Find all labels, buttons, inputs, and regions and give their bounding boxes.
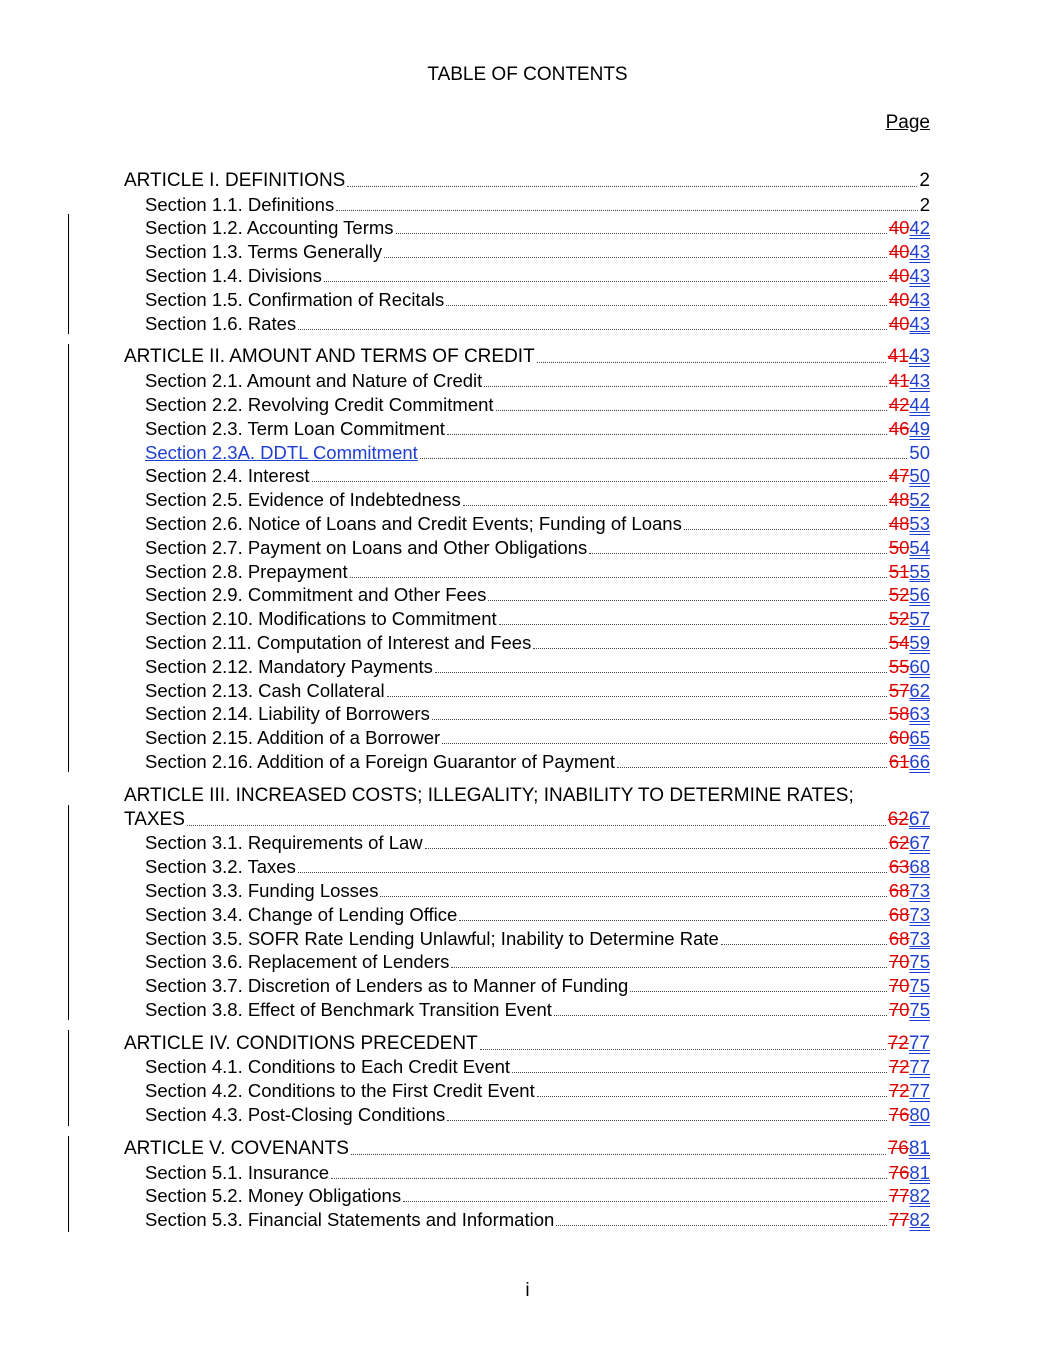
toc-section-row[interactable]: [124, 606, 930, 630]
dot-leader: [589, 553, 887, 554]
inserted-page-number: 43: [909, 312, 930, 334]
toc-section-row[interactable]: [124, 416, 930, 440]
toc-section-row[interactable]: [124, 878, 930, 902]
dot-leader: [499, 624, 887, 625]
deleted-page-number: 68: [888, 927, 910, 949]
toc-page-number[interactable]: 2: [919, 193, 930, 215]
toc-entry-label[interactable]: Section 2.10. Modifications to Commitment: [145, 608, 497, 630]
deleted-page-number: 50: [888, 536, 910, 558]
toc-section-row[interactable]: [124, 1055, 930, 1079]
toc-section-row[interactable]: [124, 973, 930, 997]
inserted-page-number: 43: [909, 241, 930, 263]
deleted-page-number: 70: [888, 998, 910, 1020]
inserted-page-number: 67: [908, 808, 930, 830]
toc-section-row[interactable]: [124, 854, 930, 878]
toc-section-row[interactable]: [124, 654, 930, 678]
dot-leader: [336, 210, 917, 211]
toc-section-row[interactable]: [124, 1160, 930, 1184]
deleted-page-number: 47: [888, 465, 910, 487]
dot-leader: [380, 896, 886, 897]
deleted-page-number: 41: [887, 346, 909, 368]
deleted-page-number: 51: [888, 560, 910, 582]
inserted-page-number: 53: [909, 512, 930, 534]
deleted-page-number: 40: [888, 312, 910, 334]
toc-entry-label[interactable]: Section 1.1. Definitions: [145, 193, 335, 215]
deleted-page-number: 40: [888, 217, 910, 239]
inserted-page-number: 44: [909, 393, 930, 415]
dot-leader: [420, 458, 908, 459]
toc-section-row[interactable]: [124, 678, 930, 702]
toc-section-row[interactable]: [124, 725, 930, 749]
dot-leader: [298, 329, 887, 330]
dot-leader: [537, 362, 886, 363]
deleted-page-number: 52: [888, 608, 910, 630]
inserted-page-number: 77: [909, 1056, 930, 1078]
toc-entry-label[interactable]: Section 2.9. Commitment and Other Fees: [145, 584, 487, 606]
toc-section-row[interactable]: [124, 997, 930, 1021]
toc-section-row[interactable]: [124, 831, 930, 855]
dot-leader: [533, 648, 887, 649]
deleted-page-number: 52: [888, 584, 910, 606]
dot-leader: [350, 577, 887, 578]
deleted-page-number: 58: [888, 703, 910, 725]
toc-article-heading-line: [124, 783, 930, 807]
toc-entry-label[interactable]: Section 5.1. Insurance: [145, 1161, 330, 1183]
toc-entry-label[interactable]: Section 4.2. Conditions to the First Credit Event: [145, 1080, 535, 1102]
toc-page-number[interactable]: [889, 1209, 930, 1231]
toc-section-row[interactable]: [124, 392, 930, 416]
toc-page-number[interactable]: [888, 346, 930, 368]
toc-page-number[interactable]: [889, 265, 930, 287]
toc-entry-label[interactable]: Section 4.3. Post-Closing Conditions: [145, 1104, 446, 1126]
toc-entry-label[interactable]: Section 2.16. Addition of a Foreign Guarantor of Payment: [145, 750, 615, 772]
revision-change-bar: [68, 1136, 69, 1232]
toc-page-number[interactable]: [888, 1033, 930, 1055]
toc-section-row[interactable]: [124, 464, 930, 488]
dot-leader: [384, 257, 887, 258]
toc-page-number[interactable]: [889, 1056, 930, 1078]
toc-entry-label[interactable]: ARTICLE II. AMOUNT AND TERMS OF CREDIT: [124, 346, 535, 368]
toc-entry-label[interactable]: Section 2.7. Payment on Loans and Other Obligations: [145, 536, 588, 558]
toc-page-number[interactable]: [889, 608, 930, 630]
inserted-page-number: 65: [909, 727, 930, 749]
dot-leader: [556, 1225, 887, 1226]
toc-section-row[interactable]: [124, 1078, 930, 1102]
dot-leader: [537, 1096, 887, 1097]
toc-entry-label[interactable]: Section 2.15. Addition of a Borrower: [145, 727, 441, 749]
toc-entry-label[interactable]: Section 3.3. Funding Losses: [145, 879, 379, 901]
toc-section-row[interactable]: [124, 902, 930, 926]
toc-section-row[interactable]: [124, 559, 930, 583]
toc-page-number[interactable]: [889, 951, 930, 973]
dot-leader: [312, 481, 887, 482]
inserted-page-number: 73: [909, 879, 930, 901]
inserted-page-number: 52: [909, 489, 930, 511]
dot-leader: [298, 872, 887, 873]
toc-page-number[interactable]: [889, 703, 930, 725]
toc-section-row[interactable]: [124, 1184, 930, 1208]
toc-page-number[interactable]: [889, 632, 930, 654]
inserted-page-number: 54: [909, 536, 930, 558]
dot-leader: [684, 529, 887, 530]
toc-section-row[interactable]: [124, 702, 930, 726]
deleted-page-number: 41: [888, 370, 910, 392]
inserted-page-number: 43: [909, 288, 930, 310]
dot-leader: [347, 186, 917, 187]
dot-leader: [451, 967, 886, 968]
deleted-page-number: 70: [888, 951, 910, 973]
dot-leader: [447, 434, 887, 435]
dot-leader: [554, 1015, 887, 1016]
toc-page-number[interactable]: [889, 418, 930, 440]
dot-leader: [447, 1120, 887, 1121]
toc-entry-label[interactable]: Section 3.6. Replacement of Lenders: [145, 951, 450, 973]
toc-entry-label[interactable]: Section 3.1. Requirements of Law: [145, 832, 423, 854]
toc-entry-label[interactable]: Section 5.3. Financial Statements and Information: [145, 1209, 555, 1231]
toc-page-number[interactable]: [889, 513, 930, 535]
toc-section-row[interactable]: [124, 1102, 930, 1126]
toc-entry-label[interactable]: Section 4.1. Conditions to Each Credit Event: [145, 1056, 511, 1078]
toc-page-number[interactable]: [889, 584, 930, 606]
deleted-page-number: 70: [888, 975, 910, 997]
toc-section-row[interactable]: [124, 511, 930, 535]
dot-leader: [512, 1072, 887, 1073]
dot-leader: [425, 848, 887, 849]
toc-entry-label[interactable]: Section 1.6. Rates: [145, 312, 297, 334]
toc-page-number[interactable]: [889, 856, 930, 878]
dot-leader: [480, 1049, 886, 1050]
toc-entry-label[interactable]: Section 5.2. Money Obligations: [145, 1185, 402, 1207]
toc-section-row[interactable]: [124, 535, 930, 559]
toc-section-row[interactable]: [124, 287, 930, 311]
deleted-page-number: 62: [888, 832, 910, 854]
inserted-page-number: 77: [909, 1080, 930, 1102]
toc-page-number[interactable]: [889, 1104, 930, 1126]
inserted-page-number: 75: [909, 951, 930, 973]
toc-article-row[interactable]: [124, 1031, 930, 1055]
inserted-page-number: 75: [909, 975, 930, 997]
toc-page-number[interactable]: 2: [919, 169, 930, 191]
toc-section-row[interactable]: [124, 368, 930, 392]
toc-page-number[interactable]: [889, 313, 930, 335]
toc-entry-label[interactable]: Section 2.2. Revolving Credit Commitment: [145, 393, 494, 415]
toc-section-row[interactable]: [124, 926, 930, 950]
toc-page-number[interactable]: [889, 928, 930, 950]
toc-entry-label[interactable]: Section 2.13. Cash Collateral: [145, 679, 385, 701]
toc-article-row[interactable]: [124, 345, 930, 369]
deleted-page-number: 40: [888, 288, 910, 310]
toc-page-number[interactable]: [889, 904, 930, 926]
dot-leader: [484, 386, 887, 387]
toc-entry-label[interactable]: Section 2.1. Amount and Nature of Credit: [145, 370, 483, 392]
toc-entry-label[interactable]: Section 2.3. Term Loan Commitment: [145, 417, 445, 439]
toc-section-row[interactable]: [124, 192, 930, 216]
deleted-page-number: 68: [888, 879, 910, 901]
deleted-page-number: 55: [888, 655, 910, 677]
inserted-page-number: 49: [909, 417, 930, 439]
dot-leader: [435, 672, 887, 673]
toc-page-number[interactable]: [888, 1138, 930, 1160]
toc-page-number[interactable]: [889, 241, 930, 263]
toc-page-number[interactable]: [888, 809, 930, 831]
deleted-page-number: 57: [888, 679, 910, 701]
toc-page-number[interactable]: [889, 1185, 930, 1207]
inserted-page-number: 67: [909, 832, 930, 854]
toc-page-number[interactable]: [889, 832, 930, 854]
toc-section-row[interactable]: [124, 239, 930, 263]
inserted-page-number: 77: [908, 1032, 930, 1054]
toc-entry-label[interactable]: ARTICLE IV. CONDITIONS PRECEDENT: [124, 1032, 478, 1054]
toc-page-number[interactable]: [889, 370, 930, 392]
deleted-page-number: 48: [888, 489, 910, 511]
inserted-page-number: 57: [909, 608, 930, 630]
toc-entry-label[interactable]: Section 2.11. Computation of Interest and Fees: [145, 631, 532, 653]
inserted-page-number: 62: [909, 679, 930, 701]
inserted-page-number: 50: [909, 465, 930, 487]
toc-section-row[interactable]: [124, 263, 930, 287]
toc-entry-label[interactable]: Section 3.2. Taxes: [145, 856, 296, 878]
toc-entry-label[interactable]: Section 3.8. Effect of Benchmark Transition Event: [145, 998, 552, 1020]
deleted-page-number: 61: [888, 750, 910, 772]
dot-leader: [463, 505, 887, 506]
inserted-page-number: 81: [909, 1161, 930, 1183]
toc-article-row[interactable]: [124, 1136, 930, 1160]
inserted-page-number: 68: [909, 856, 930, 878]
toc-page-number[interactable]: [889, 656, 930, 678]
toc-entry-label: ARTICLE III. INCREASED COSTS; ILLEGALITY; INABILITY TO DETERMINE RATES;: [124, 784, 854, 806]
toc-page-number[interactable]: 50: [909, 441, 930, 463]
deleted-page-number: 76: [888, 1161, 910, 1183]
dot-leader: [396, 233, 887, 234]
dot-leader: [331, 1178, 887, 1179]
deleted-page-number: 60: [888, 727, 910, 749]
page-column-header: Page: [885, 112, 930, 133]
toc-section-row[interactable]: [124, 630, 930, 654]
deleted-page-number: 68: [888, 903, 910, 925]
toc-section-row[interactable]: [124, 487, 930, 511]
toc-page-number[interactable]: [889, 680, 930, 702]
toc-page-number[interactable]: [889, 289, 930, 311]
inserted-page-number: 59: [909, 631, 930, 653]
deleted-page-number: 76: [887, 1137, 909, 1159]
toc-page-number[interactable]: [889, 727, 930, 749]
dot-leader: [446, 305, 887, 306]
toc-entry-label[interactable]: Section 1.3. Terms Generally: [145, 241, 383, 263]
dot-leader: [324, 281, 887, 282]
dot-leader: [187, 825, 886, 826]
inserted-page-number: 82: [909, 1209, 930, 1231]
dot-leader: [488, 600, 886, 601]
toc-section-row[interactable]: [124, 1207, 930, 1231]
inserted-page-number: 43: [909, 264, 930, 286]
toc-section-row[interactable]: [124, 749, 930, 773]
inserted-page-number: 81: [908, 1137, 930, 1159]
page-number-footer: i: [525, 1280, 530, 1301]
deleted-page-number: 72: [888, 1080, 910, 1102]
deleted-page-number: 40: [888, 241, 910, 263]
toc-entry-label[interactable]: Section 2.8. Prepayment: [145, 560, 348, 582]
toc-entry-label[interactable]: Section 2.4. Interest: [145, 465, 310, 487]
toc-entry-label[interactable]: Section 2.14. Liability of Borrowers: [145, 703, 430, 725]
deleted-page-number: 54: [888, 631, 910, 653]
deleted-page-number: 77: [888, 1185, 910, 1207]
inserted-page-number: 43: [909, 370, 930, 392]
deleted-page-number: 76: [888, 1104, 910, 1126]
toc-entry-label[interactable]: TAXES: [124, 808, 185, 830]
toc-entry-label[interactable]: Section 3.4. Change of Lending Office: [145, 903, 458, 925]
toc-entry-label[interactable]: Section 1.2. Accounting Terms: [145, 217, 394, 239]
toc-page-number[interactable]: [889, 880, 930, 902]
toc-page-number[interactable]: [889, 1162, 930, 1184]
inserted-page-number: 42: [909, 217, 930, 239]
dot-leader: [721, 944, 887, 945]
dot-leader: [459, 920, 887, 921]
toc-page-number[interactable]: [889, 217, 930, 239]
deleted-page-number: 62: [887, 808, 909, 830]
toc-entry-label[interactable]: Section 1.4. Divisions: [145, 264, 322, 286]
toc-page-number[interactable]: [889, 394, 930, 416]
deleted-page-number: 42: [888, 393, 910, 415]
inserted-page-number: 43: [908, 346, 930, 368]
toc-page-number[interactable]: [889, 465, 930, 487]
inserted-page-number: 55: [909, 560, 930, 582]
inserted-page-number: 56: [909, 584, 930, 606]
dot-leader: [432, 719, 887, 720]
inserted-page-number: 73: [909, 927, 930, 949]
inserted-page-number: 80: [909, 1104, 930, 1126]
toc-article-row[interactable]: [124, 807, 930, 831]
toc-page-number[interactable]: [889, 975, 930, 997]
toc-entry-label[interactable]: ARTICLE V. COVENANTS: [124, 1137, 349, 1159]
toc-entry-label[interactable]: Section 2.6. Notice of Loans and Credit Events; Funding of Loans: [145, 512, 682, 534]
toc-title: TABLE OF CONTENTS: [427, 64, 628, 85]
deleted-page-number: 63: [888, 856, 910, 878]
dot-leader: [442, 743, 887, 744]
toc-section-row[interactable]: [124, 311, 930, 335]
inserted-page-number: 63: [909, 703, 930, 725]
toc-page-number[interactable]: [889, 489, 930, 511]
revision-change-bar: [68, 214, 69, 334]
toc-section-row[interactable]: [124, 216, 930, 240]
toc-entry-label[interactable]: Section 1.5. Confirmation of Recitals: [145, 288, 445, 310]
toc-entry-label[interactable]: Section 2.12. Mandatory Payments: [145, 655, 433, 677]
inserted-page-number: 66: [909, 750, 930, 772]
dot-leader: [387, 696, 887, 697]
toc-entry-label[interactable]: Section 3.7. Discretion of Lenders as to Manner of Funding: [145, 975, 629, 997]
revision-change-bar: [68, 344, 69, 772]
revision-change-bar: [68, 1030, 69, 1126]
toc-entry-label[interactable]: ARTICLE I. DEFINITIONS: [124, 169, 346, 191]
inserted-page-number: 82: [909, 1185, 930, 1207]
toc-page-number[interactable]: [889, 561, 930, 583]
revision-change-bar: [68, 805, 69, 1020]
toc-page-number[interactable]: [889, 999, 930, 1021]
toc-section-row[interactable]: [124, 583, 930, 607]
dot-leader: [496, 410, 887, 411]
deleted-page-number: 40: [888, 264, 910, 286]
deleted-page-number: 72: [887, 1032, 909, 1054]
inserted-page-number: 60: [909, 655, 930, 677]
toc-page-number[interactable]: [889, 1080, 930, 1102]
dot-leader: [403, 1201, 887, 1202]
inserted-page-number: 75: [909, 998, 930, 1020]
deleted-page-number: 72: [888, 1056, 910, 1078]
toc-section-row[interactable]: [124, 440, 930, 464]
deleted-page-number: 77: [888, 1209, 910, 1231]
toc-section-row[interactable]: [124, 950, 930, 974]
table-of-contents: [124, 168, 930, 1231]
inserted-page-number: 73: [909, 903, 930, 925]
toc-entry-label[interactable]: Section 3.5. SOFR Rate Lending Unlawful; Inability to Determine Rate: [145, 927, 719, 949]
deleted-page-number: 46: [888, 417, 910, 439]
dot-leader: [617, 767, 887, 768]
dot-leader: [351, 1154, 886, 1155]
dot-leader: [630, 991, 887, 992]
toc-entry-label[interactable]: Section 2.5. Evidence of Indebtedness: [145, 489, 461, 511]
toc-entry-label[interactable]: Section 2.3A. DDTL Commitment: [145, 441, 418, 463]
toc-article-row[interactable]: [124, 168, 930, 192]
toc-page-number[interactable]: [889, 537, 930, 559]
deleted-page-number: 48: [888, 512, 910, 534]
toc-page-number[interactable]: [889, 751, 930, 773]
